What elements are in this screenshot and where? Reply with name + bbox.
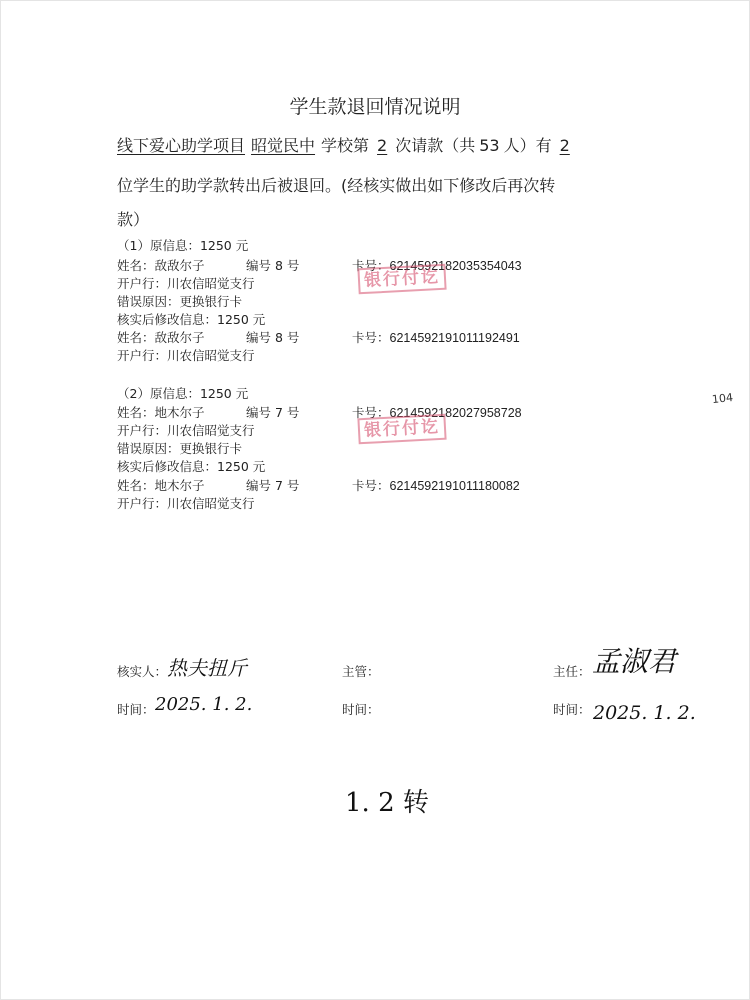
record-orig-number: 编号 7 号 [246,405,300,420]
record-header: （2）原信息：1250 元 [117,386,249,401]
bank-paid-stamp: 银行付讫 [357,414,446,445]
card-number: 6214592182027958728 [389,406,522,420]
card-number: 6214592191011180082 [389,479,520,493]
record-new-number: 编号 8 号 [246,330,300,345]
record-new-name: 姓名：敌敌尔子 [117,330,205,345]
record-new-bank: 开户行：川农信昭觉支行 [117,348,255,363]
director-date: 2025. 1. 2. [593,702,696,724]
intro-line-2: 位学生的助学款转出后被退回。(经核实做出如下修改后再次转 [117,176,556,195]
record-fixed-header: 核实后修改信息：1250 元 [117,312,266,327]
document-title: 学生款退回情况说明 [289,96,461,118]
record-new-card [352,476,520,494]
card-number: 6214592182035354043 [389,259,522,273]
director-signature: 孟淑君 [592,645,677,678]
supervisor-label: 主管： [342,664,380,679]
director-time-label: 时间： [553,702,591,717]
verifier-signature: 热夫扭斤 [167,656,247,680]
card-number: 6214592191011192491 [389,331,520,345]
total-count: 53 [479,136,500,155]
card-label: 卡号： [352,405,390,420]
record-new-number: 编号 7 号 [246,478,300,493]
total-suffix: 人）有 [503,136,552,155]
record-orig-bank: 开户行：川农信昭觉支行 [117,276,255,291]
director-label: 主任： [553,664,591,679]
intro-line-3: 款） [117,210,150,229]
record-orig-name: 姓名：地木尔子 [117,405,205,420]
intro-line-1 [117,133,578,156]
batch-mid: 次请款（共 [395,136,476,155]
project-name: 线下爱心助学项目 [117,136,246,155]
school-suffix: 学校第 [321,136,370,155]
record-fixed-header: 核实后修改信息：1250 元 [117,459,266,474]
bank-paid-stamp: 银行付讫 [357,264,446,295]
returned-count: 2 [559,136,570,155]
record-new-bank: 开户行：川农信昭觉支行 [117,496,255,511]
verifier-date: 2025. 1. 2. [155,694,253,715]
margin-note: 104 [711,390,734,407]
record-orig-name: 姓名：敌敌尔子 [117,258,205,273]
record-error-reason: 错误原因：更换银行卡 [117,294,243,309]
batch-number: 2 [377,136,388,155]
verifier-label: 核实人： [117,664,168,679]
record-new-name: 姓名：地木尔子 [117,478,205,493]
verifier-time-label: 时间： [117,702,155,717]
card-label: 卡号： [352,258,390,273]
supervisor-time-label: 时间： [342,702,380,717]
record-orig-bank: 开户行：川农信昭觉支行 [117,423,255,438]
card-label: 卡号： [352,478,390,493]
record-new-card [352,328,520,346]
school-name: 昭觉民中 [251,136,316,155]
record-error-reason: 错误原因：更换银行卡 [117,441,243,456]
card-label: 卡号： [352,330,390,345]
record-orig-number: 编号 8 号 [246,258,300,273]
handwritten-transfer-note: 1. 2 转 [345,788,429,818]
record-header: （1）原信息：1250 元 [117,238,249,253]
